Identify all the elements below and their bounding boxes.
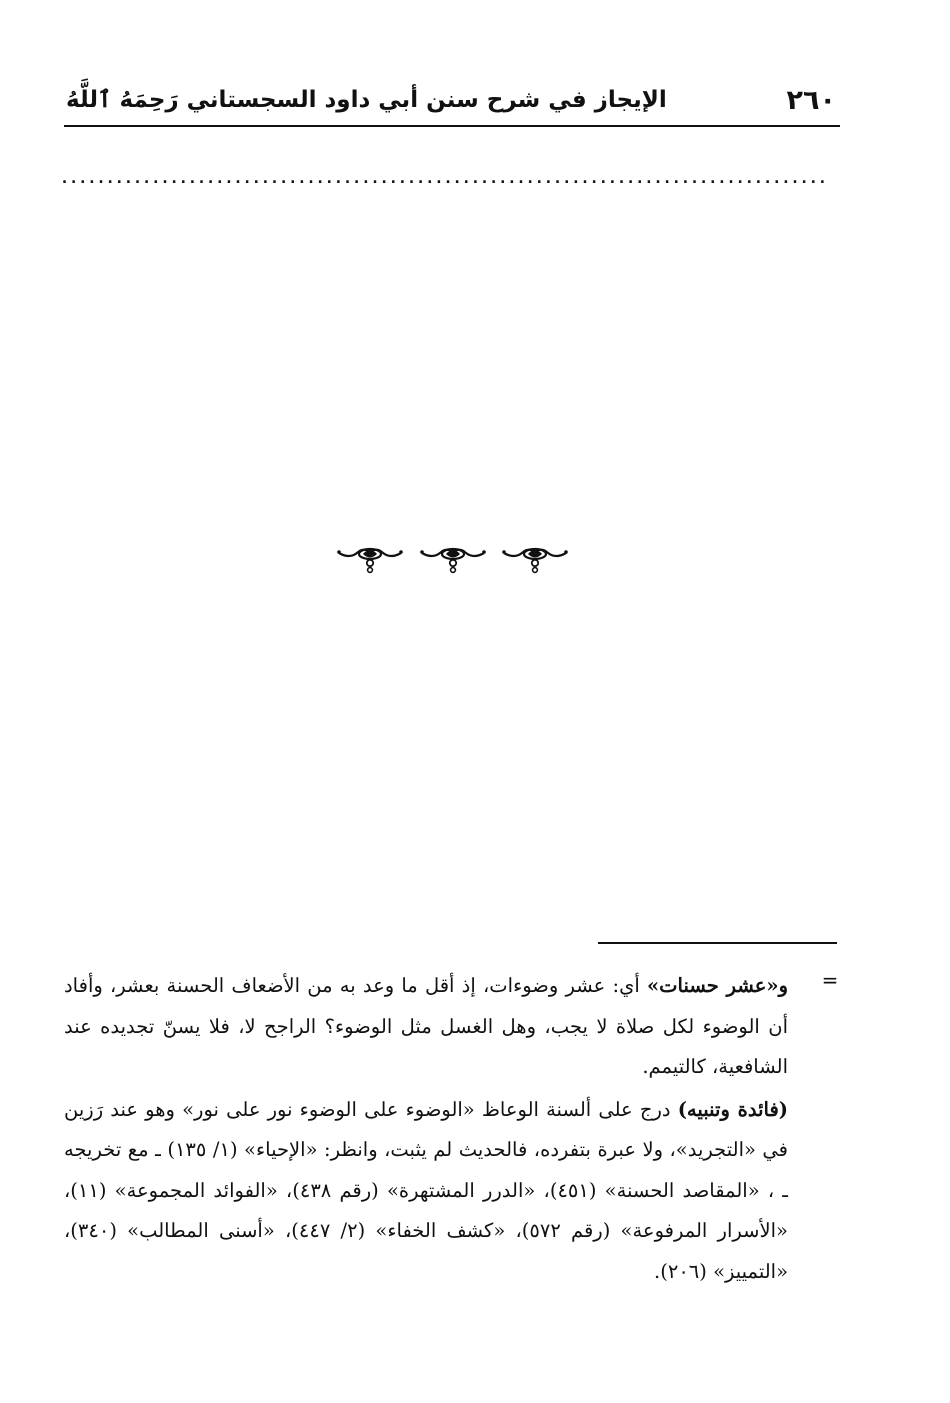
footnotes xyxy=(64,966,788,1292)
ornament-divider xyxy=(335,540,570,576)
footnote-lead: (فائدة وتنبيه) xyxy=(677,1097,788,1121)
dotted-line: .................................................................................... xyxy=(60,170,827,186)
footnote-text: أي: عشر وضوءات، إذ أقل ما وعد به من الأضعاف الحسنة بعشر، وأفاد أن الوضوء لكل صلاة لا يجب، وهل الغسل مثل الوضوء؟ الراجح لا، فلا يسنّ تجديده عند الشافعية، كالتيمم. xyxy=(64,974,788,1078)
footnote-paragraph xyxy=(64,966,788,1088)
continuation-mark: = xyxy=(821,968,839,992)
footnote-separator xyxy=(598,942,837,944)
footnote-lead: و«عشر حسنات» xyxy=(646,974,788,997)
ornament-icon xyxy=(335,541,405,575)
header-rule xyxy=(64,125,840,127)
page-number: ٢٦٠ xyxy=(786,84,836,116)
running-title: الإيجاز في شرح سنن أبي داود السجستاني رَحِمَهُ ٱللَّهُ xyxy=(66,87,667,113)
footnote-paragraph xyxy=(64,1090,788,1293)
ornament-icon xyxy=(418,541,488,575)
page-header xyxy=(64,78,840,122)
ornament-icon xyxy=(500,541,570,575)
footnote-text: درج على ألسنة الوعاظ «الوضوء على الوضوء نور على نور» وهو عند رَزين في «التجريد»، ولا عبرة بتفرده، فالحديث لم يثبت، وانظر: «الإحياء» (١/ ١٣٥) ـ مع تخريجه ـ ، «المقاصد الحسنة» (٤٥١)، «الدرر المشتهرة» (رقم ٤٣٨)، «الفوائد المجموعة» (١١)، «الأسرار المرفوعة» (رقم ٥٧٢)، «كشف الخفاء» (٢/ ٤٤٧)، «أسنى المطالب» (٣٤٠)، «التمييز» (٢٠٦). xyxy=(64,1097,789,1283)
